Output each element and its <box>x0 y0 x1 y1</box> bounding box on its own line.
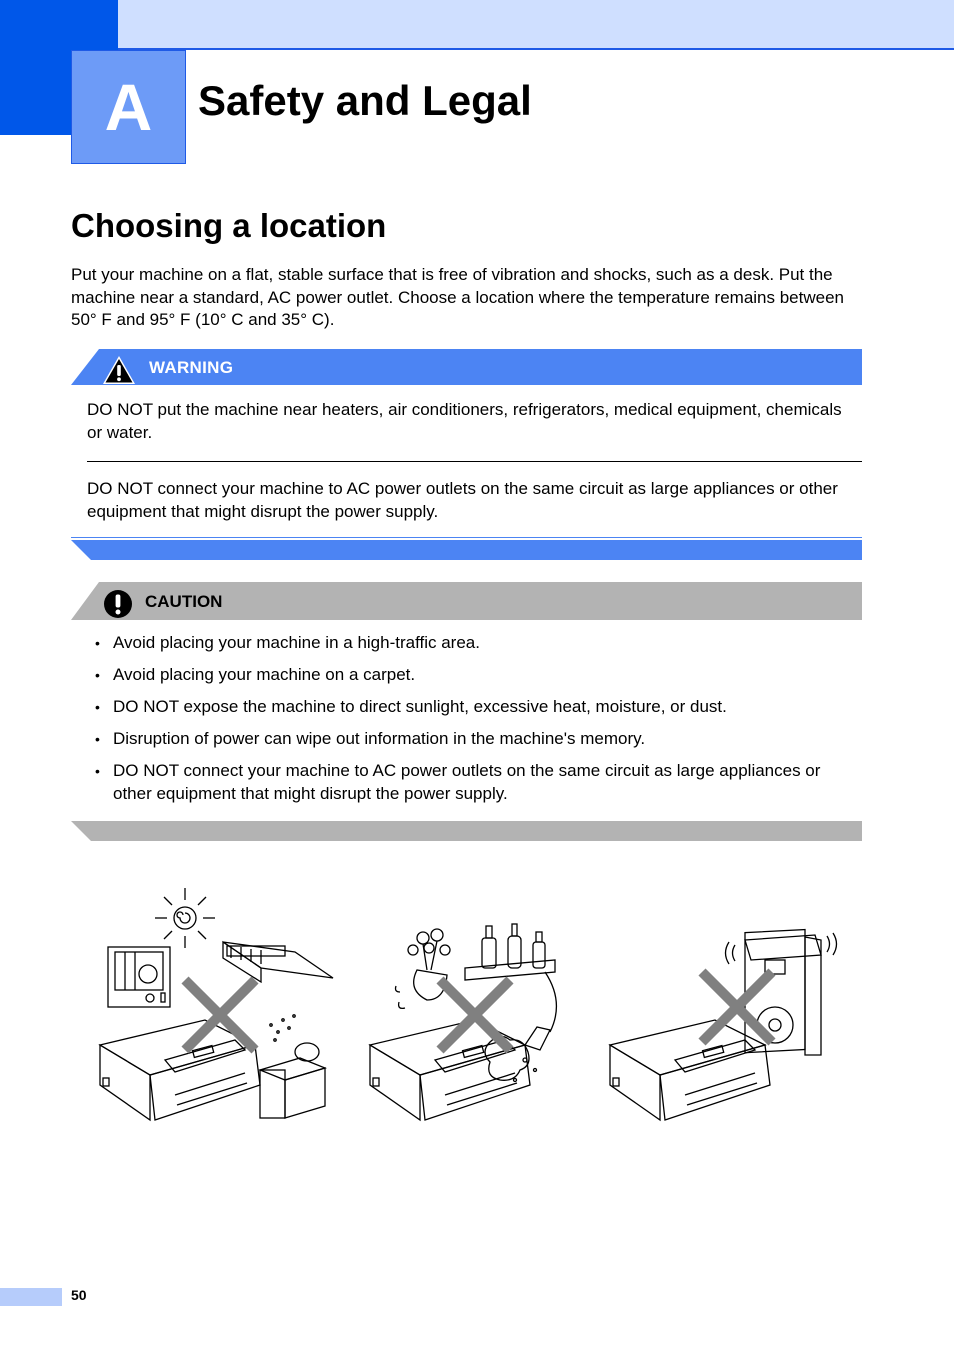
warning-triangle-icon <box>102 355 136 385</box>
bottles-icon <box>465 924 555 980</box>
warning-item-1: DO NOT put the machine near heaters, air conditioners, refrigerators, medical equipment, chemicals or water. <box>87 400 842 442</box>
printer-near-speaker-icon <box>605 880 840 1125</box>
caution-footer-bar <box>71 821 862 841</box>
warning-footer-bar <box>71 540 862 560</box>
warning-item-2: DO NOT connect your machine to AC power outlets on the same circuit as large appliances or other equipment that might disrupt the power supply. <box>87 479 838 521</box>
illustration-speaker <box>605 880 840 1125</box>
chemicals-icon <box>260 1015 325 1118</box>
caution-item: • DO NOT expose the machine to direct sunlight, excessive heat, moisture, or dust. <box>92 696 862 719</box>
flower-vase-icon <box>396 929 451 1008</box>
chapter-header-rule <box>118 48 954 50</box>
chapter-header-band <box>0 0 954 50</box>
warning-divider <box>87 461 862 462</box>
illustration-water-dust <box>365 880 590 1125</box>
caution-item: • Disruption of power can wipe out information in the machine's memory. <box>92 728 862 751</box>
printer-near-heater-sun-aircon-icon <box>95 880 340 1125</box>
caution-item: • DO NOT connect your machine to AC power outlets on the same circuit as large appliances or other equipment that might disrupt the power supply. <box>92 760 862 805</box>
caution-exclamation-icon <box>103 589 133 619</box>
section-title: Choosing a location <box>71 207 387 244</box>
caution-item: • Avoid placing your machine on a carpet. <box>92 664 862 687</box>
caution-label: CAUTION <box>145 592 223 611</box>
caution-list <box>92 632 862 815</box>
chapter-letter-box <box>71 50 186 164</box>
prohibited-x-icon <box>185 980 255 1050</box>
printer-icon <box>610 1020 770 1120</box>
heater-icon <box>108 947 170 1007</box>
chapter-title: Safety and Legal <box>198 77 532 124</box>
intro-paragraph: Put your machine on a flat, stable surface that is free of vibration and shocks, such as a desk. Put the machine near a standard, AC power outlet. Choose a location where the temperature remains between 50° F and 95° F (10° C and 35° C). <box>71 265 845 329</box>
printer-near-water-chemicals-dust-icon <box>365 880 590 1125</box>
prohibited-x-icon <box>440 980 510 1050</box>
sun-icon <box>155 888 215 948</box>
illustration-heat-sources <box>95 880 340 1125</box>
warning-bottom-rule <box>71 537 862 538</box>
page-number: 50 <box>71 1287 87 1303</box>
air-conditioner-icon <box>223 942 333 982</box>
caution-item: • Avoid placing your machine in a high-traffic area. <box>92 632 862 655</box>
warning-label: WARNING <box>149 358 234 377</box>
page-number-tab <box>0 1288 62 1306</box>
chapter-letter: A <box>104 70 153 144</box>
speaker-icon <box>726 930 837 1055</box>
